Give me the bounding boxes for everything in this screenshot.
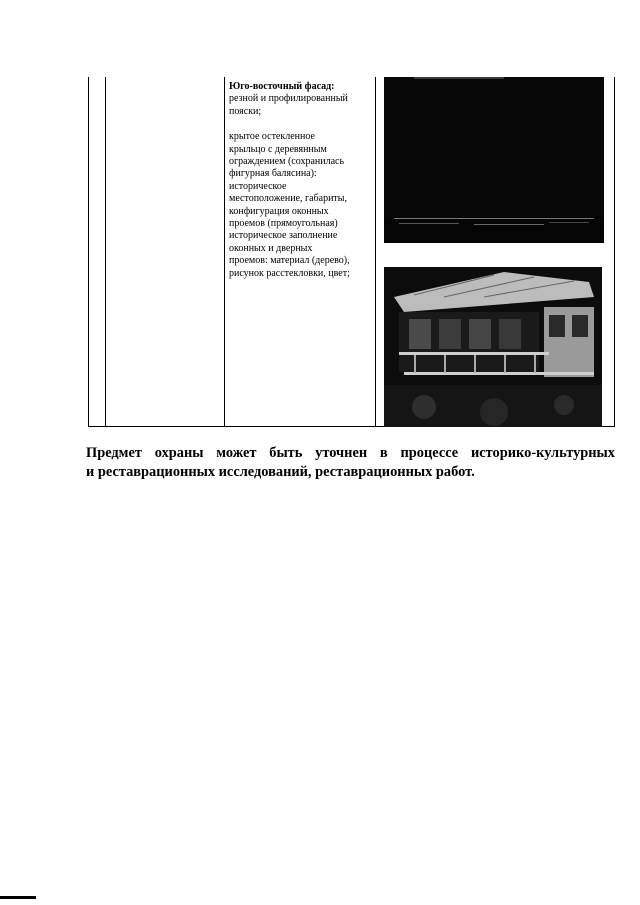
note-line-1: Предмет охраны может быть уточнен в процессе историко-культурных — [86, 445, 615, 461]
table-border-left — [88, 77, 89, 427]
facade-description-cell — [229, 81, 367, 280]
text-line: конфигурация оконных — [229, 205, 329, 217]
protection-subject-table — [88, 77, 615, 427]
table-border-right — [614, 77, 615, 427]
text-line: фигурная балясина): — [229, 168, 317, 180]
text-line: проемов (прямоугольная) — [229, 218, 338, 230]
table-column-divider-3 — [375, 77, 376, 427]
facade-photo-dark — [384, 77, 604, 243]
text-line: историческое заполнение — [229, 230, 338, 242]
facade-heading: Юго-восточный фасад: — [229, 81, 335, 92]
note-line-2: и реставрационных исследований, реставрационных работ. — [86, 464, 475, 480]
text-line: крытое остекленное — [229, 131, 315, 143]
text-line: проемов: материал (дерево), — [229, 255, 350, 267]
facade-photo-porch — [384, 267, 602, 427]
text-line: резной и профилированный — [229, 93, 348, 105]
text-line: историческое — [229, 180, 287, 192]
text-line: крыльцо с деревянным — [229, 143, 327, 155]
table-column-divider-1 — [105, 77, 106, 427]
text-line: пояски; — [229, 105, 262, 117]
protection-subject-note — [86, 444, 615, 482]
footer-rule — [0, 896, 36, 899]
text-line: рисунок расстекловки, цвет; — [229, 267, 350, 279]
text-line: местоположение, габариты, — [229, 193, 348, 205]
facade-photo-porch-image — [384, 267, 602, 427]
table-column-divider-2 — [224, 77, 225, 427]
text-line: ограждением (сохранилась — [229, 156, 345, 168]
facade-photo-dark-image — [384, 77, 604, 243]
text-line: оконных и дверных — [229, 242, 313, 254]
